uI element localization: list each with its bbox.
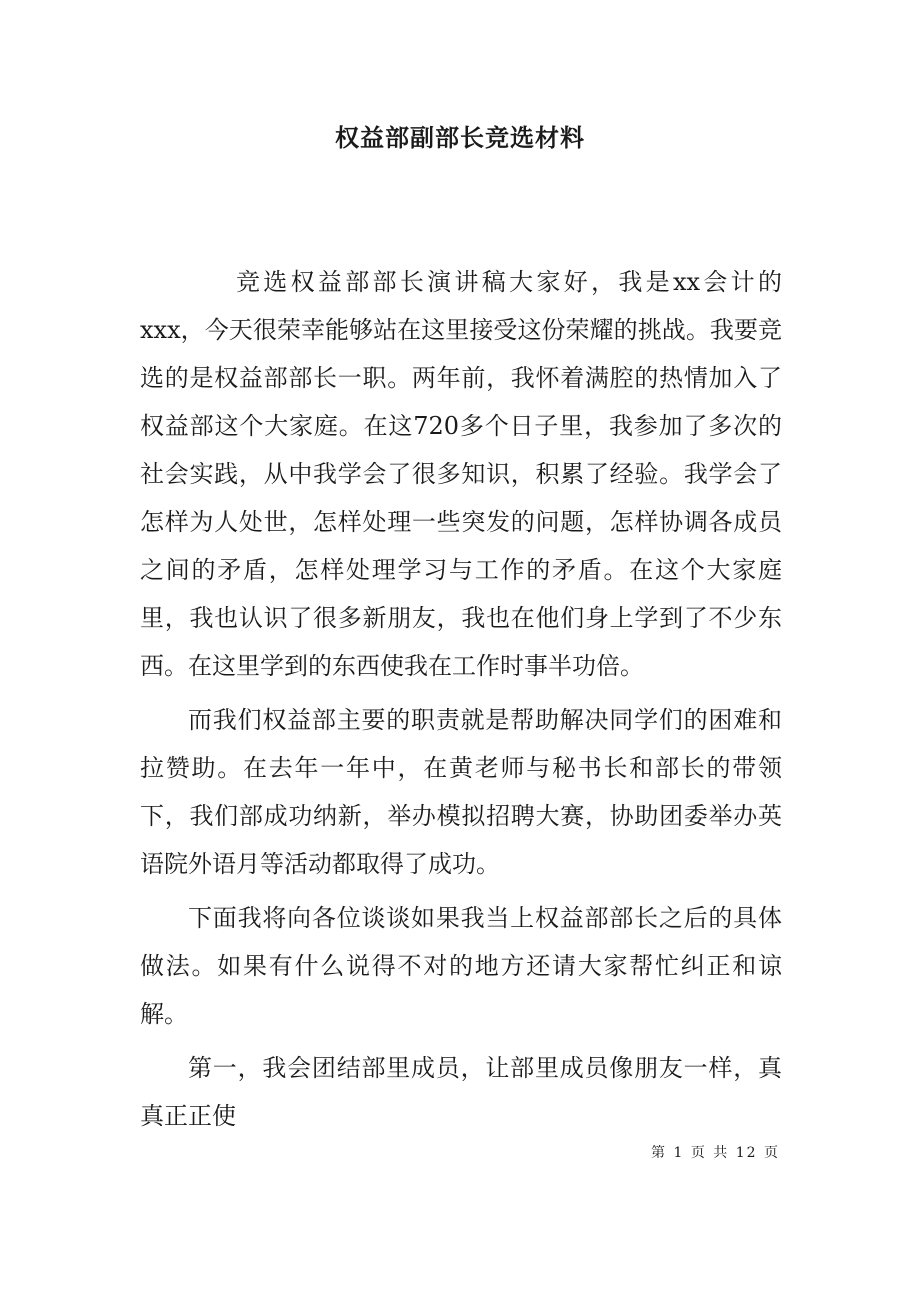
paragraph-1: 竞选权益部部长演讲稿大家好，我是xx会计的xxx，今天很荣幸能够站在这里接受这份荣耀的挑战。我要竞选的是权益部部长一职。两年前，我怀着满腔的热情加入了权益部这个大家庭。在这720多个日子里，我参加了多次的社会实践，从中我学会了很多知识，积累了经验。我学会了怎样为人处世，怎样处理一些突发的问题，怎样协调各成员之间的矛盾，怎样处理学习与工作的矛盾。在这个大家庭里，我也认识了很多新朋友，我也在他们身上学到了不少东西。在这里学到的东西使我在工作时事半功倍。 [140,268,782,680]
paragraph-2: 而我们权益部主要的职责就是帮助解决同学们的困难和拉赞助。在去年一年中，在黄老师与秘书长和部长的带领下，我们部成功纳新，举办模拟招聘大赛，协助团委举办英语院外语月等活动都取得了成功。 [140,706,782,878]
paragraph-3: 下面我将向各位谈谈如果我当上权益部部长之后的具体做法。如果有什么说得不对的地方还请大家帮忙纠正和谅解。 [140,904,782,1028]
page-number-footer: 第 1 页 共 12 页 [651,1145,780,1161]
document-body [140,258,782,1140]
paragraph-4: 第一，我会团结部里成员，让部里成员像朋友一样，真真正正使 [140,1054,782,1130]
document-title: 权益部副部长竞选材料 [335,123,585,152]
